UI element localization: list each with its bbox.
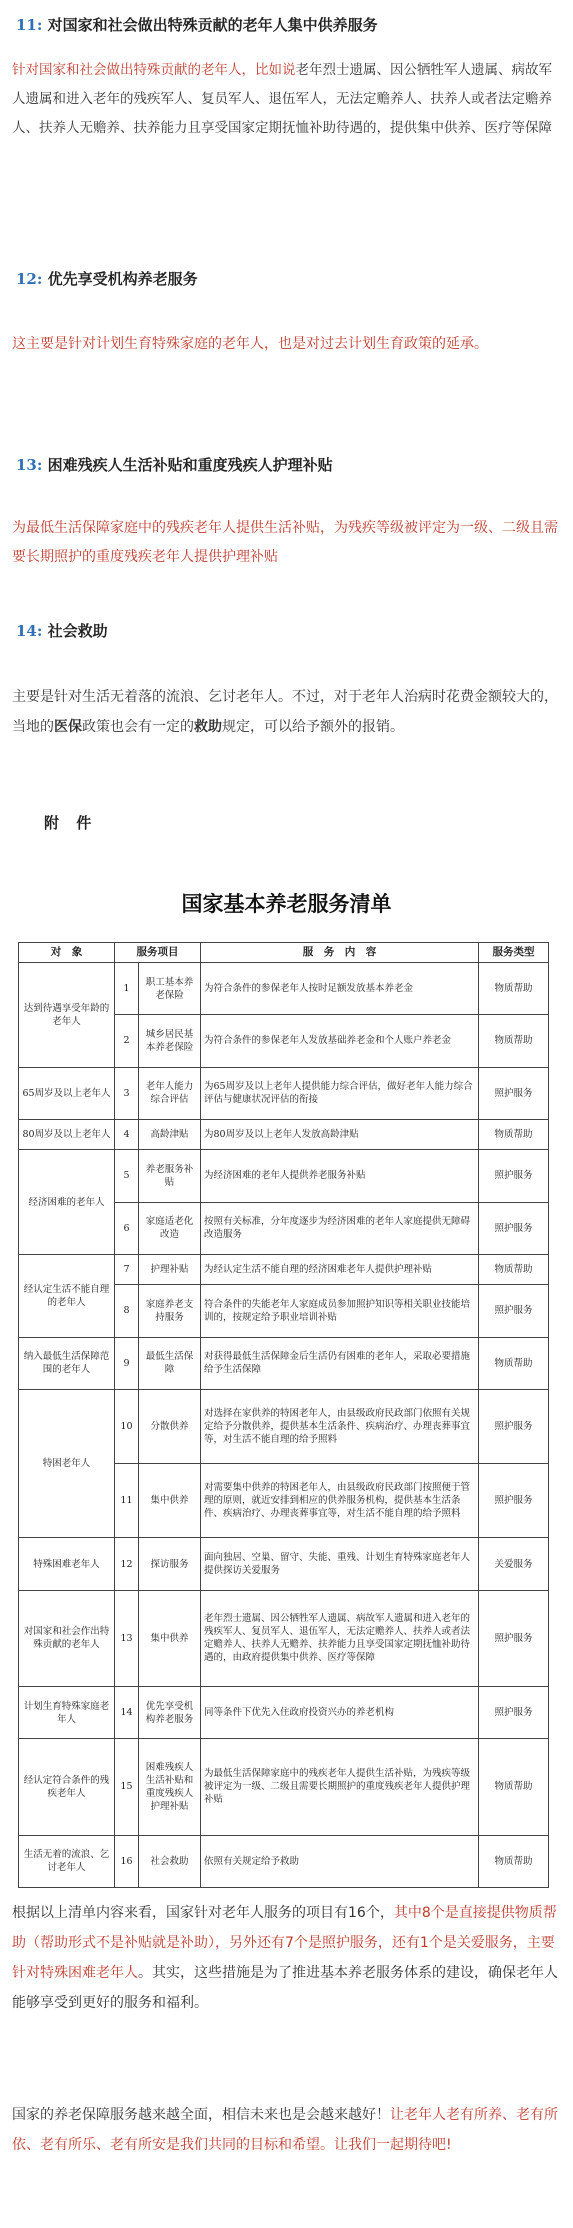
header-content: 服 务 内 容 xyxy=(201,943,479,963)
cell-type: 物质帮助 xyxy=(479,963,549,1015)
cell-number: 11 xyxy=(115,1464,139,1538)
section-13-number: 13: xyxy=(16,456,43,474)
summary-1-highlight: 其中8个是直接提供物质帮助（帮助形式不是补贴就是补助），另外还有7个是照护服务，还有1个是关爱服务，主要针对特殊困难老年人 xyxy=(12,1905,557,1981)
cell-item: 集中供养 xyxy=(139,1464,201,1538)
section-11-title: 对国家和社会做出特殊贡献的老年人集中供养服务 xyxy=(47,16,378,34)
summary-paragraph-1 xyxy=(12,1898,561,2018)
section-14-heading xyxy=(16,620,557,641)
section-14-text-a: 主要是针对生活无着落的流浪、乞讨老年人。不过，对于老年人治病时花费金额较大的，当地的 xyxy=(12,689,558,735)
table-header-row xyxy=(19,943,549,963)
cell-content: 面向独居、空巢、留守、失能、重残、计划生育特殊家庭老年人提供探访关爱服务 xyxy=(201,1538,479,1590)
cell-type: 关爱服务 xyxy=(479,1538,549,1590)
section-12-body: 这主要是针对计划生育特殊家庭的老年人，也是对过去计划生育政策的延承。 xyxy=(12,336,488,352)
section-11-heading xyxy=(16,14,557,35)
cell-item: 优先享受机构养老服务 xyxy=(139,1686,201,1738)
cell-item: 社会救助 xyxy=(139,1835,201,1888)
cell-number: 8 xyxy=(115,1285,139,1337)
table-row xyxy=(19,1835,549,1888)
cell-content: 为符合条件的参保老年人按时足额发放基本养老金 xyxy=(201,963,479,1015)
cell-number: 5 xyxy=(115,1150,139,1202)
section-14-text-medical: 医保 xyxy=(54,719,82,735)
cell-target: 特殊困难老年人 xyxy=(19,1538,115,1590)
cell-target: 达到待遇享受年龄的老年人 xyxy=(19,963,115,1068)
section-11-number: 11: xyxy=(16,16,43,34)
summary-2-highlight: 让老年人老有所养、老有所依、老有所乐、老有所安是我们共同的目标和希望。让我们一起期待吧! xyxy=(12,2107,558,2153)
table-title: 国家基本养老服务清单 xyxy=(181,891,392,916)
header-item: 服务项目 xyxy=(115,943,201,963)
cell-target: 65周岁及以上老年人 xyxy=(19,1067,115,1119)
cell-type: 照护服务 xyxy=(479,1686,549,1738)
cell-content: 为经济困难的老年人提供养老服务补贴 xyxy=(201,1150,479,1202)
cell-number: 14 xyxy=(115,1686,139,1738)
cell-number: 2 xyxy=(115,1015,139,1067)
cell-content: 按照有关标准，分年度逐步为经济困难的老年人家庭提供无障碍改造服务 xyxy=(201,1202,479,1254)
cell-item: 分散供养 xyxy=(139,1389,201,1463)
cell-number: 10 xyxy=(115,1389,139,1463)
section-12-number: 12: xyxy=(16,270,43,288)
cell-type: 物质帮助 xyxy=(479,1337,549,1389)
cell-item: 集中供养 xyxy=(139,1590,201,1686)
cell-type: 物质帮助 xyxy=(479,1254,549,1284)
cell-item: 家庭养老支持服务 xyxy=(139,1285,201,1337)
cell-type: 物质帮助 xyxy=(479,1015,549,1067)
cell-type: 照护服务 xyxy=(479,1464,549,1538)
cell-type: 物质帮助 xyxy=(479,1739,549,1835)
cell-item: 护理补贴 xyxy=(139,1254,201,1284)
cell-target: 纳入最低生活保障范围的老年人 xyxy=(19,1337,115,1389)
cell-content: 为经认定生活不能自理的经济困难老年人提供护理补贴 xyxy=(201,1254,479,1284)
cell-item: 困难残疾人生活补贴和重度残疾人护理补贴 xyxy=(139,1739,201,1835)
table-row xyxy=(19,1739,549,1835)
cell-content: 为最低生活保障家庭中的残疾老年人提供生活补贴，为残疾等级被评定为一级、二级且需要长期照护的重度残疾老年人提供护理补贴 xyxy=(201,1739,479,1835)
cell-number: 9 xyxy=(115,1337,139,1389)
table-body xyxy=(19,963,549,1888)
cell-number: 15 xyxy=(115,1739,139,1835)
table-row xyxy=(19,1254,549,1284)
section-11-body xyxy=(12,56,561,143)
table-row xyxy=(19,1389,549,1463)
section-14-body xyxy=(12,682,561,742)
table-row xyxy=(19,1337,549,1389)
cell-number: 1 xyxy=(115,963,139,1015)
cell-item: 家庭适老化改造 xyxy=(139,1202,201,1254)
section-11-lead: 针对国家和社会做出特殊贡献的老年人，比如说 xyxy=(12,62,296,78)
cell-target: 计划生育特殊家庭老年人 xyxy=(19,1686,115,1738)
cell-number: 7 xyxy=(115,1254,139,1284)
cell-content: 为65周岁及以上老年人提供能力综合评估，做好老年人能力综合评估与健康状况评估的衔接 xyxy=(201,1067,479,1119)
table-row xyxy=(19,1067,549,1119)
cell-target: 经认定符合条件的残疾老年人 xyxy=(19,1739,115,1835)
cell-content: 对需要集中供养的特困老年人，由县级政府民政部门按照便于管理的原则，就近安排到相应的供养服务机构，提供基本生活条件、疾病治疗、办理丧葬事宜等，对生活不能自理的给予照料 xyxy=(201,1464,479,1538)
cell-type: 照护服务 xyxy=(479,1202,549,1254)
section-14-title: 社会救助 xyxy=(47,622,108,640)
cell-type: 照护服务 xyxy=(479,1590,549,1686)
table-row xyxy=(19,1119,549,1149)
cell-content: 为符合条件的参保老年人发放基础养老金和个人账户养老金 xyxy=(201,1015,479,1067)
cell-item: 城乡居民基本养老保险 xyxy=(139,1015,201,1067)
cell-type: 照护服务 xyxy=(479,1285,549,1337)
section-13-body: 为最低生活保障家庭中的残疾老年人提供生活补贴，为残疾等级被评定为一级、二级且需要长期照护的重度残疾老年人提供护理补贴 xyxy=(12,520,558,565)
header-type: 服务类型 xyxy=(479,943,549,963)
section-13-heading xyxy=(16,454,557,475)
attachment-label: 附 件 xyxy=(44,814,98,832)
summary-paragraph-2 xyxy=(12,2100,561,2160)
cell-item: 探访服务 xyxy=(139,1538,201,1590)
cell-content: 老年烈士遗属、因公牺牲军人遗属、病故军人遗属和进入老年的残疾军人、复员军人、退伍军人，无法定赡养人、扶养人或者法定赡养人、扶养人无赡养、扶养能力且享受国家定期抚恤补助待遇的，由政府提供集中供养、医疗等保障 xyxy=(201,1590,479,1686)
cell-content: 为80周岁及以上老年人发放高龄津贴 xyxy=(201,1119,479,1149)
section-11-rest: 老年烈士遗属、因公牺牲军人遗属、病故军人遗属和进入老年的残疾军人、复员军人、退伍军人，无法定赡养人、扶养人或者法定赡养人、扶养人无赡养、扶养能力且享受国家定期抚恤补助待遇的，提供集中供养、医疗等保障 xyxy=(12,62,552,136)
cell-target: 经济困难的老年人 xyxy=(19,1150,115,1255)
cell-target: 特困老年人 xyxy=(19,1389,115,1538)
table-row xyxy=(19,1686,549,1738)
cell-item: 养老服务补贴 xyxy=(139,1150,201,1202)
cell-type: 照护服务 xyxy=(479,1150,549,1202)
cell-number: 16 xyxy=(115,1835,139,1888)
section-14-number: 14: xyxy=(16,622,43,640)
cell-type: 照护服务 xyxy=(479,1389,549,1463)
cell-item: 高龄津贴 xyxy=(139,1119,201,1149)
section-14-text-e: 规定，可以给予额外的报销。 xyxy=(222,719,404,735)
cell-number: 12 xyxy=(115,1538,139,1590)
cell-item: 职工基本养老保险 xyxy=(139,963,201,1015)
cell-content: 对选择在家供养的特困老年人，由县级政府民政部门依照有关规定给予分散供养，提供基本生活条件、疾病治疗、办理丧葬事宜等，对生活不能自理的给予照料 xyxy=(201,1389,479,1463)
cell-content: 对获得最低生活保障金后生活仍有困难的老年人，采取必要措施给予生活保障 xyxy=(201,1337,479,1389)
cell-content: 同等条件下优先入住政府投资兴办的养老机构 xyxy=(201,1686,479,1738)
cell-target: 对国家和社会作出特殊贡献的老年人 xyxy=(19,1590,115,1686)
cell-number: 13 xyxy=(115,1590,139,1686)
cell-number: 6 xyxy=(115,1202,139,1254)
section-13-title: 困难残疾人生活补贴和重度残疾人护理补贴 xyxy=(47,456,333,474)
cell-target: 80周岁及以上老年人 xyxy=(19,1119,115,1149)
section-12-title: 优先享受机构养老服务 xyxy=(47,270,198,288)
cell-target: 生活无着的流浪、乞讨老年人 xyxy=(19,1835,115,1888)
cell-number: 4 xyxy=(115,1119,139,1149)
table-row xyxy=(19,1150,549,1202)
cell-type: 照护服务 xyxy=(479,1067,549,1119)
table-row xyxy=(19,1590,549,1686)
summary-2-a: 国家的养老保障服务越来越全面，相信未来也是会越来越好！ xyxy=(12,2107,390,2123)
summary-1-a: 根据以上清单内容来看，国家针对老年人服务的项目有16个， xyxy=(12,1905,394,1921)
table-row xyxy=(19,1538,549,1590)
cell-item: 最低生活保障 xyxy=(139,1337,201,1389)
summary-1-c: 。其实，这些措施是为了推进基本养老服务体系的建设，确保老年人能够享受到更好的服务和福利。 xyxy=(12,1965,558,2011)
cell-type: 物质帮助 xyxy=(479,1835,549,1888)
cell-item: 老年人能力综合评估 xyxy=(139,1067,201,1119)
header-target: 对 象 xyxy=(19,943,115,963)
service-list-table xyxy=(18,942,549,1888)
cell-content: 符合条件的失能老年人家庭成员参加照护知识等相关职业技能培训的，按规定给予职业培训补贴 xyxy=(201,1285,479,1337)
section-12-heading xyxy=(16,268,557,289)
cell-target: 经认定生活不能自理的老年人 xyxy=(19,1254,115,1337)
cell-content: 依照有关规定给予救助 xyxy=(201,1835,479,1888)
section-14-text-relief: 救助 xyxy=(194,719,222,735)
cell-type: 物质帮助 xyxy=(479,1119,549,1149)
table-row xyxy=(19,963,549,1015)
cell-number: 3 xyxy=(115,1067,139,1119)
section-14-text-c: 政策也会有一定的 xyxy=(82,719,194,735)
